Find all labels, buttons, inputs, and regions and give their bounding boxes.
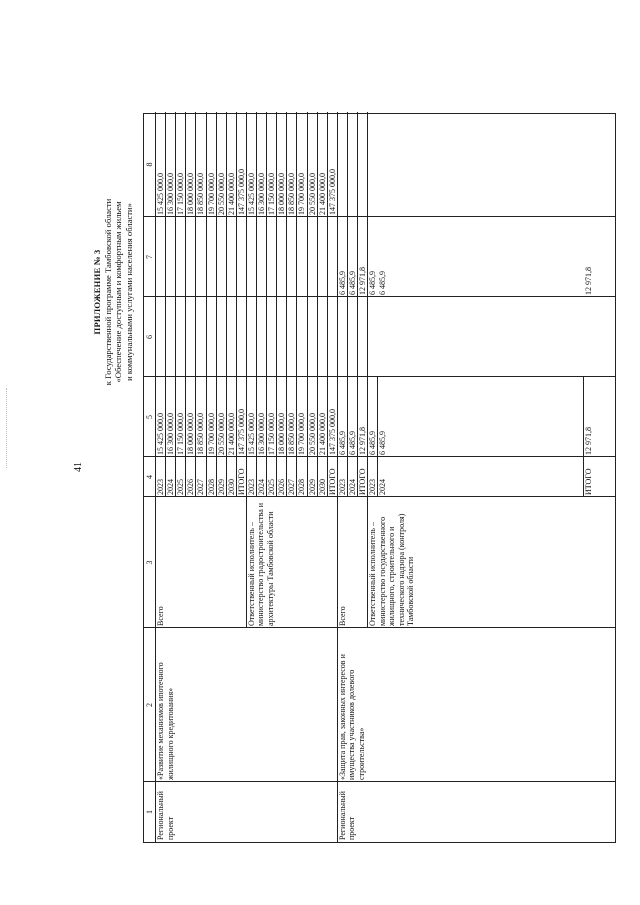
rotated-landscape-page: [70, 72, 630, 872]
year-cell: 2024: [378, 479, 388, 495]
year-cell: 2023: [246, 479, 256, 495]
amount-cell: 20 550 000,0: [307, 413, 317, 455]
year-cell: ИТОГО: [358, 468, 367, 495]
amount-cell: 147 375 000,0: [236, 409, 246, 455]
amount-cell: 18 000 000,0: [186, 413, 196, 455]
amount-cell: 21 400 000,0: [226, 413, 236, 455]
amount-cell: 6 485,9: [347, 271, 357, 295]
year-cell: 2027: [196, 479, 206, 495]
appendix-header: [92, 157, 134, 427]
amount-cell: 20 550 000,0: [216, 413, 226, 455]
year-cell: 2025: [267, 479, 277, 495]
amount-cell: 17 150 000,0: [267, 173, 277, 215]
year-cell: 2025: [176, 479, 186, 495]
amount-cell: 147 375 000,0: [236, 169, 246, 215]
amount-cell: 16 300 000,0: [257, 413, 266, 455]
block-label: Ответственный исполнитель – министерство государственного жилищного, строительного и технического надзора (контроля) Тамбовской области: [368, 513, 416, 626]
appendix-title: ПРИЛОЖЕНИЕ № 3: [92, 249, 102, 335]
amount-cell: 19 700 000,0: [297, 413, 307, 455]
scan-margin-mark: [6, 388, 16, 468]
block-label: Ответственный исполнитель – министерство градостроительства и архитектуры Тамбовской области: [246, 502, 276, 626]
amount-cell: 15 425 000,0: [246, 173, 256, 215]
block-label: Всего: [337, 606, 347, 626]
amount-cell: 21 400 000,0: [226, 173, 236, 215]
year-cell: 2029: [216, 479, 226, 495]
amount-cell: 18 850 000,0: [196, 173, 206, 215]
amount-cell: 19 700 000,0: [206, 413, 216, 455]
amount-cell: 12 971,8: [583, 267, 593, 295]
project-name: «Развитие механизмов ипотечного жилищного кредитования»: [156, 662, 175, 780]
project-type: Региональный проект: [337, 791, 357, 840]
year-cell: 2029: [307, 479, 317, 495]
column-header: 3: [145, 560, 154, 565]
amount-cell: 17 150 000,0: [176, 173, 186, 215]
amount-cell: 15 425 000,0: [156, 413, 165, 455]
amount-cell: 18 850 000,0: [287, 173, 297, 215]
year-cell: 2023: [368, 479, 378, 495]
block-label: Всего: [156, 606, 165, 626]
amount-cell: 19 700 000,0: [206, 173, 216, 215]
year-cell: 2028: [206, 479, 216, 495]
amount-cell: 18 000 000,0: [277, 173, 287, 215]
column-header: 2: [145, 703, 154, 707]
amount-cell: 17 150 000,0: [267, 413, 277, 455]
year-cell: ИТОГО: [583, 468, 593, 495]
year-cell: ИТОГО: [236, 468, 246, 495]
amount-cell: 6 485,9: [347, 431, 357, 455]
column-header: 5: [145, 415, 154, 419]
amount-cell: 18 850 000,0: [196, 413, 206, 455]
amount-cell: 16 300 000,0: [166, 413, 176, 455]
amount-cell: 18 850 000,0: [287, 413, 297, 455]
amount-cell: 147 375 000,0: [327, 169, 337, 215]
amount-cell: 21 400 000,0: [317, 173, 327, 215]
year-cell: 2030: [317, 479, 327, 495]
amount-cell: 20 550 000,0: [307, 173, 317, 215]
project-type: Региональный проект: [156, 791, 175, 840]
year-cell: 2024: [257, 479, 266, 495]
funding-table: [143, 113, 616, 843]
year-cell: 2030: [226, 479, 236, 495]
amount-cell: 19 700 000,0: [297, 173, 307, 215]
amount-cell: 6 485,9: [368, 431, 378, 455]
appendix-line: «Обеспечение доступным и комфортным жильем: [113, 201, 123, 383]
appendix-line: и коммунальными услугами населения области»: [123, 203, 134, 381]
column-header: 8: [145, 162, 154, 167]
column-header: 6: [145, 335, 154, 339]
year-cell: 2023: [337, 479, 347, 495]
amount-cell: 12 971,8: [358, 267, 367, 295]
amount-cell: 15 425 000,0: [246, 413, 256, 455]
amount-cell: 12 971,8: [358, 427, 367, 455]
amount-cell: 6 485,9: [378, 431, 388, 455]
appendix-line: к Государственной программе Тамбовской области: [102, 198, 113, 386]
column-header: 7: [145, 255, 154, 259]
column-header: 4: [145, 475, 154, 479]
page-number: 41: [73, 462, 84, 472]
amount-cell: 16 300 000,0: [166, 173, 176, 215]
amount-cell: 20 550 000,0: [216, 173, 226, 215]
amount-cell: 6 485,9: [337, 431, 347, 455]
year-cell: 2024: [166, 479, 176, 495]
amount-cell: 6 485,9: [378, 271, 388, 295]
year-cell: 2024: [347, 479, 357, 495]
year-cell: 2026: [186, 479, 196, 495]
amount-cell: 12 971,8: [583, 427, 593, 455]
amount-cell: 17 150 000,0: [176, 413, 186, 455]
year-cell: 2023: [156, 479, 165, 495]
year-cell: 2026: [277, 479, 287, 495]
year-cell: 2028: [297, 479, 307, 495]
column-header: 1: [145, 810, 154, 814]
year-cell: ИТОГО: [327, 468, 337, 495]
amount-cell: 6 485,9: [337, 271, 347, 295]
amount-cell: 21 400 000,0: [317, 413, 327, 455]
amount-cell: 15 425 000,0: [156, 173, 165, 215]
amount-cell: 16 300 000,0: [257, 173, 266, 215]
amount-cell: 18 000 000,0: [186, 173, 196, 215]
amount-cell: 6 485,9: [368, 271, 378, 295]
amount-cell: 18 000 000,0: [277, 413, 287, 455]
year-cell: 2027: [287, 479, 297, 495]
amount-cell: 147 375 000,0: [327, 409, 337, 455]
project-name: «Защита прав, законных интересов и имущества участников долевого строительства»: [337, 654, 366, 780]
